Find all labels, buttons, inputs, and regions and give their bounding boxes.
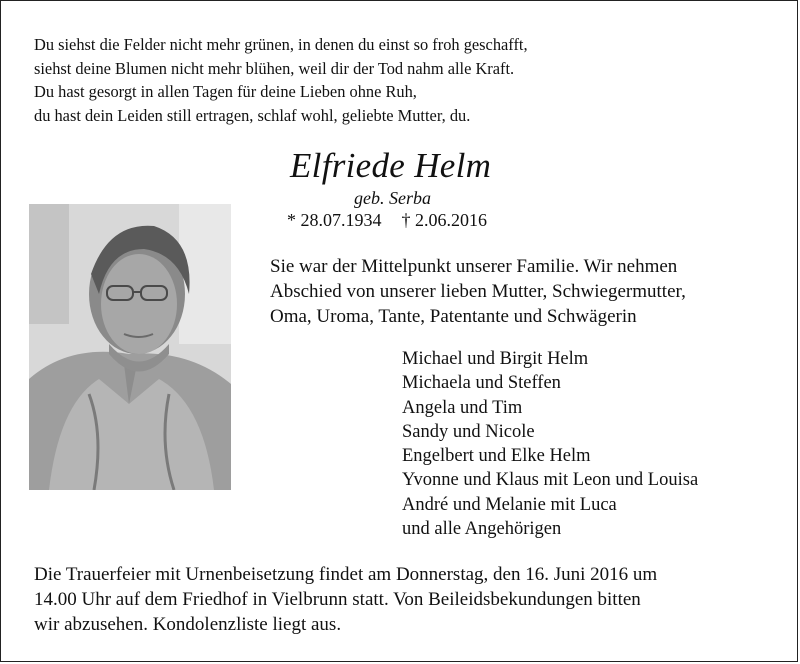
life-dates [287,210,487,231]
funeral-line: wir abzusehen. Kondolenzliste liegt aus. [34,614,342,635]
birth-name: geb. Serba [354,188,431,208]
poem-line: siehst deine Blumen nicht mehr blühen, weil dir der Tod nahm alle Kraft. [34,58,515,78]
funeral-info [34,562,784,637]
mourner-entry: André und Melanie mit Luca [402,494,617,515]
poem-line: Du hast gesorgt in allen Tagen für deine Lieben ohne Ruh, [34,82,417,101]
mourner-entry: Angela und Tim [402,397,523,418]
deceased-name: Elfriede Helm [290,146,492,185]
poem-line: Du siehst die Felder nicht mehr grünen, in denen du einst so froh geschafft, [34,35,528,54]
mourner-entry: Engelbert und Elke Helm [402,446,591,467]
poem [34,33,774,127]
poem-line: du hast dein Leiden still ertragen, schlaf wohl, geliebte Mutter, du. [34,105,471,125]
mourner-entry: Michael und Birgit Helm [402,349,589,369]
death-date: † 2.06.2016 [401,210,487,230]
message-line: Oma, Uroma, Tante, Patentante und Schwägerin [270,306,637,327]
mourner-entry: Yvonne und Klaus mit Leon und Louisa [402,470,699,491]
farewell-message [270,254,780,329]
mourner-entry: Sandy und Nicole [402,421,535,442]
funeral-line: Die Trauerfeier mit Urnenbeisetzung findet am Donnerstag, den 16. Juni 2016 um [34,564,658,585]
birth-date: * 28.07.1934 [287,210,382,230]
mourners-list [402,347,698,541]
portrait-photo [29,204,231,490]
mourner-entry: und alle Angehörigen [402,519,562,540]
funeral-line: 14.00 Uhr auf dem Friedhof in Vielbrunn statt. Von Beileidsbekundungen bitten [34,589,641,610]
message-line: Abschied von unserer lieben Mutter, Schwiegermutter, [270,281,686,302]
message-line: Sie war der Mittelpunkt unserer Familie. Wir nehmen [270,256,678,277]
mourner-entry: Michaela und Steffen [402,373,561,394]
portrait-illustration [29,204,231,490]
